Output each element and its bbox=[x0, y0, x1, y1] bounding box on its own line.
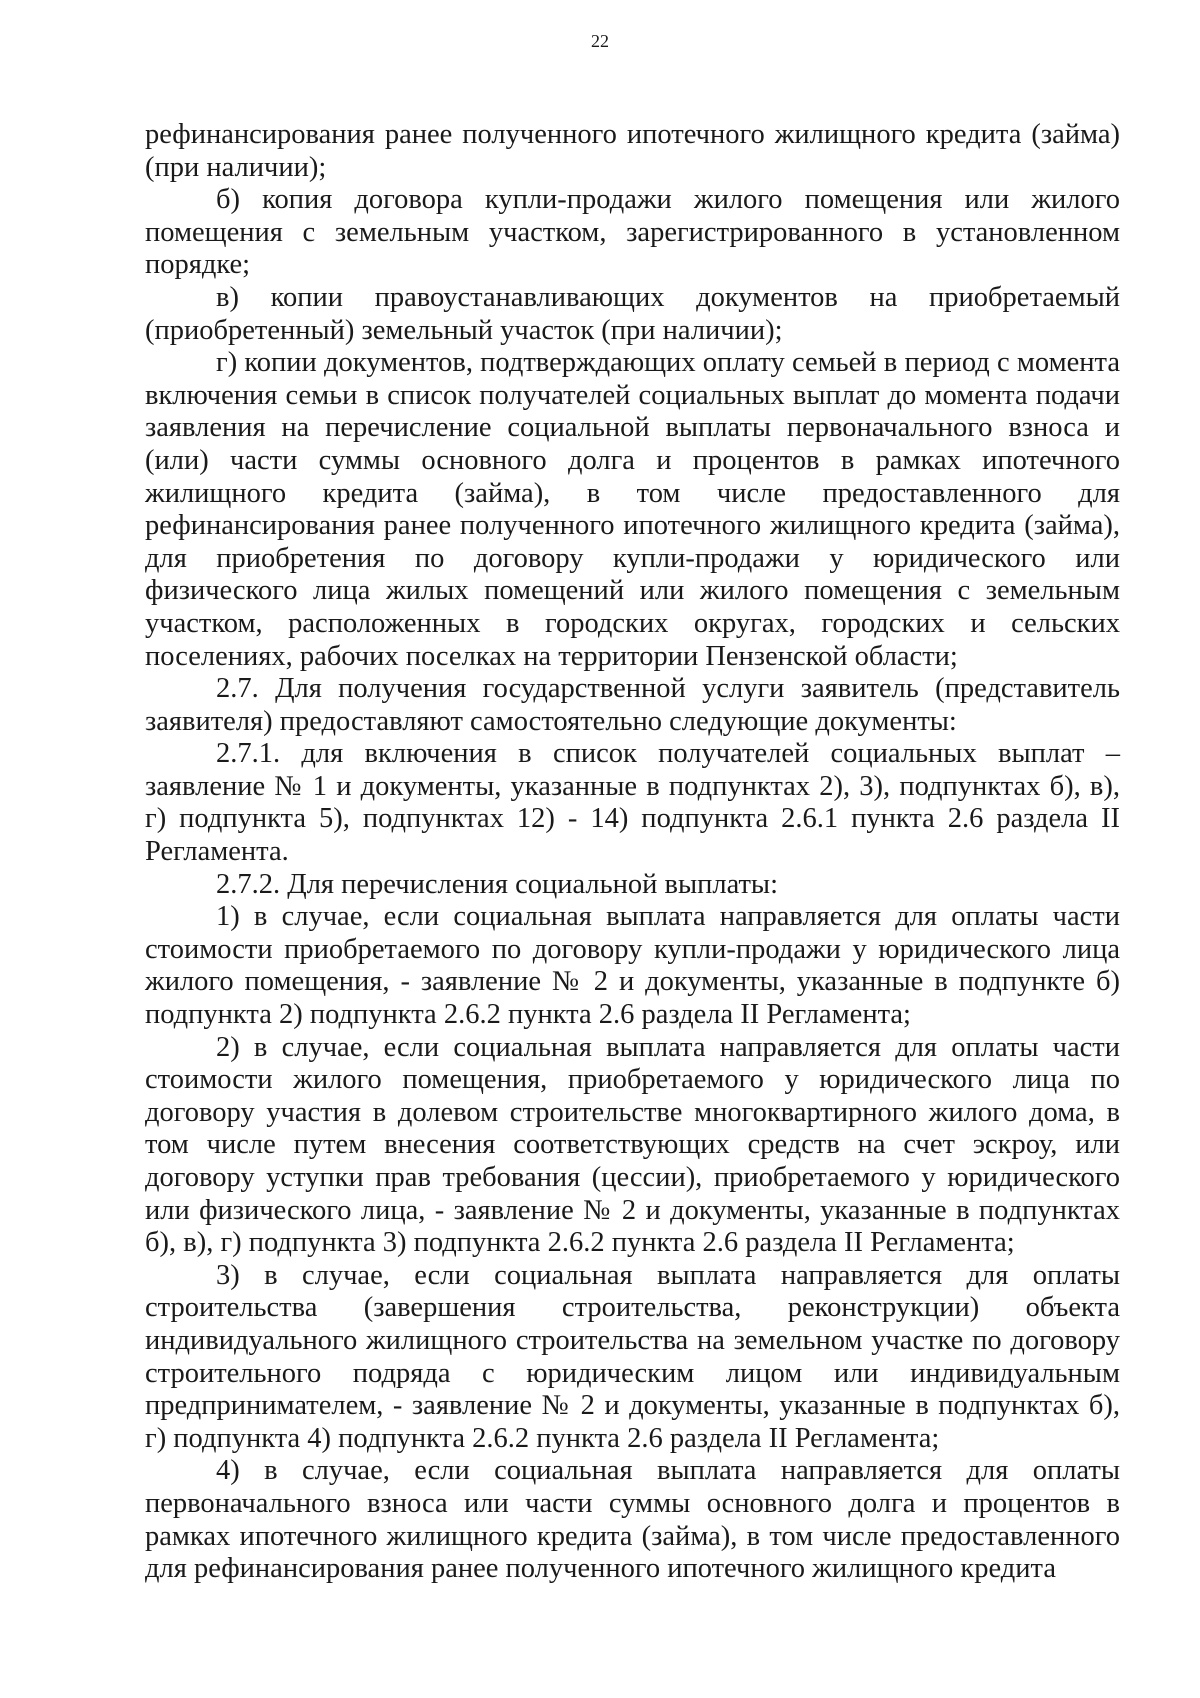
paragraph-section-2-7-2: 2.7.2. Для перечисления социальной выплаты: bbox=[216, 868, 778, 900]
paragraph-refinancing-continuation: рефинансирования ранее полученного ипотечного жилищного кредита (займа) (при наличии); bbox=[145, 119, 1120, 183]
paragraph-case-4: 4) в случае, если социальная выплата направляется для оплаты первоначального взноса или части суммы основного долга и процентов в рамках ипотечного жилищного кредита (займа), в том числе предоставленного для рефинансирования ранее полученного ипотечного жилищного кредита bbox=[145, 1455, 1120, 1585]
paragraph-case-2: 2) в случае, если социальная выплата направляется для оплаты части стоимости жилого помещения, приобретаемого у юридического лица по договору участия в долевом строительстве многоквартирного жилого дома, в том числе путем внесения соответствующих средств на счет эскроу, или договору уступки прав требования (цессии), приобретаемого у юридического или физического лица, - заявление № 2 и документы, указанные в подпунктах б), в), г) подпункта 3) подпункта 2.6.2 пункта 2.6 раздела II Регламента; bbox=[145, 1031, 1120, 1259]
paragraph-section-2-7-1: 2.7.1. для включения в список получателей социальных выплат – заявление № 1 и документы, указанные в подпунктах 2), 3), подпунктах б), в), г) подпункта 5), подпунктах 12) - 14) подпункта 2.6.1 пункта 2.6 раздела II Регламента. bbox=[145, 738, 1120, 868]
document-body bbox=[145, 119, 1120, 1586]
paragraph-item-b-sale-contract: б) копия договора купли-продажи жилого помещения или жилого помещения с земельным участком, зарегистрированного в установленном порядке; bbox=[145, 184, 1120, 281]
page-number: 22 bbox=[591, 31, 609, 51]
paragraph-section-2-7: 2.7. Для получения государственной услуги заявитель (представитель заявителя) предоставляют самостоятельно следующие документы: bbox=[145, 673, 1120, 737]
paragraph-item-g-payment-documents: г) копии документов, подтверждающих оплату семьей в период с момента включения семьи в список получателей социальных выплат до момента подачи заявления на перечисление социальной выплаты первоначального взноса и (или) части суммы основного долга и процентов в рамках ипотечного жилищного кредита (займа), в том числе предоставленного для рефинансирования ранее полученного ипотечного жилищного кредита (займа), для приобретения по договору купли-продажи у юридического или физического лица жилых помещений или жилого помещения с земельным участком, расположенных в городских округах, городских и сельских поселениях, рабочих поселках на территории Пензенской области; bbox=[145, 347, 1120, 672]
paragraph-item-v-title-documents: в) копии правоустанавливающих документов на приобретаемый (приобретенный) земельный участок (при наличии); bbox=[145, 281, 1120, 346]
paragraph-case-1: 1) в случае, если социальная выплата направляется для оплаты части стоимости приобретаемого по договору купли-продажи у юридического лица жилого помещения, - заявление № 2 и документы, указанные в подпункте б) подпункта 2) подпункта 2.6.2 пункта 2.6 раздела II Регламента; bbox=[145, 901, 1120, 1031]
paragraph-case-3: 3) в случае, если социальная выплата направляется для оплаты строительства (завершения строительства, реконструкции) объекта индивидуального жилищного строительства на земельном участке по договору строительного подряда с юридическим лицом или индивидуальным предпринимателем, - заявление № 2 и документы, указанные в подпунктах б), г) подпункта 4) подпункта 2.6.2 пункта 2.6 раздела II Регламента; bbox=[145, 1259, 1120, 1454]
